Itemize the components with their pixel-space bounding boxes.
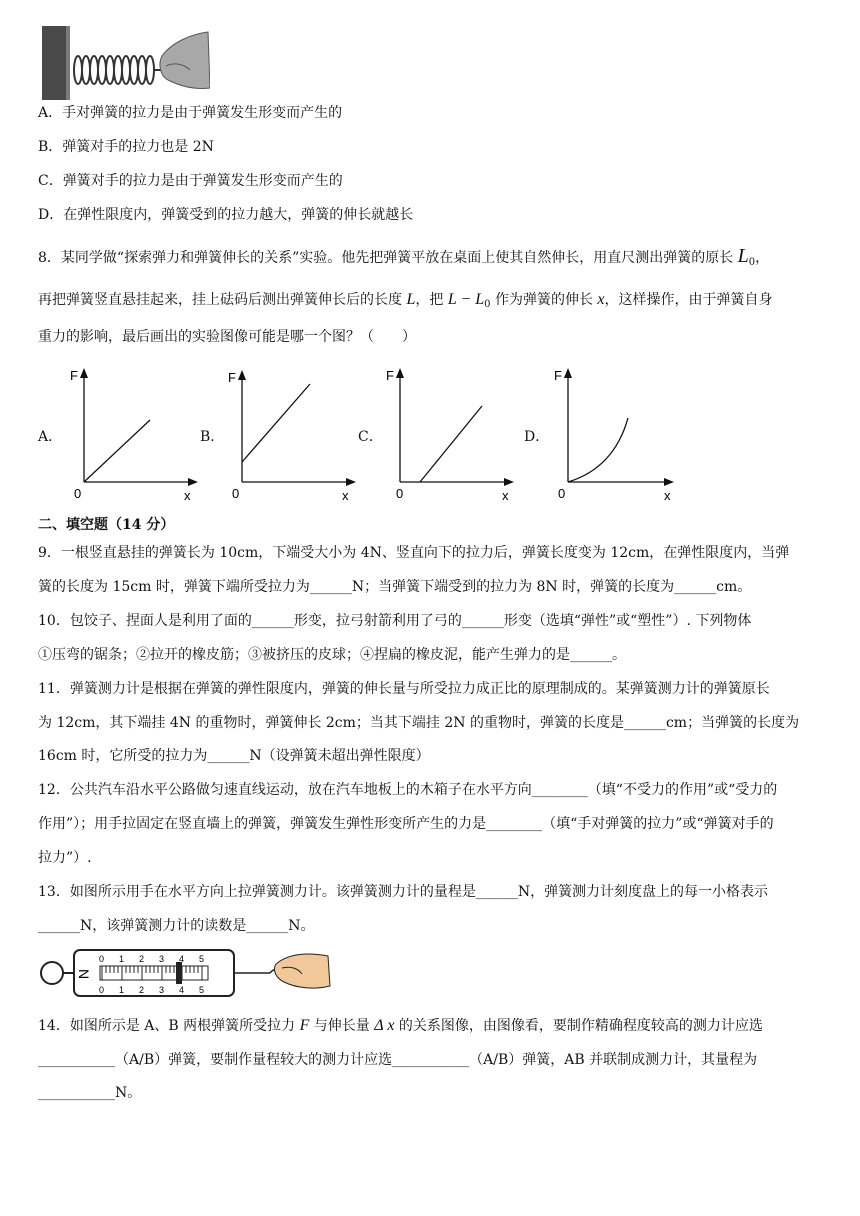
q9-line-2: 簧的长度为 15cm 时，弹簧下端所受拉力为______N；当弹簧下端受到的拉力为 8N 时，弹簧的长度为______cm。 — [38, 579, 752, 595]
origin-label: 0 — [74, 486, 82, 501]
q10-line-2: ①压弯的锯条；②拉开的橡皮筋；③被挤压的皮球；④捏扁的橡皮泥，能产生弹力的是______。 — [38, 647, 626, 663]
y-axis-arrow — [564, 368, 572, 378]
curve — [242, 384, 310, 462]
svg-text:0: 0 — [99, 985, 105, 995]
svg-text:4: 4 — [179, 954, 185, 964]
graph-b — [228, 364, 358, 504]
spring-scale-illustration — [38, 944, 332, 1002]
q13-line-2: ______N，该弹簧测力计的读数是______N。 — [38, 918, 315, 934]
x-label: x — [502, 488, 509, 503]
curve — [420, 406, 482, 482]
y-axis-arrow — [80, 368, 88, 378]
graph-c-label: C． — [358, 429, 383, 445]
q12-line-1: 12．公共汽车沿水平公路做匀速直线运动，放在汽车地板上的木箱子在水平方向________（填“不受力的作用”或“受力的 — [38, 782, 778, 798]
svg-text:2: 2 — [139, 985, 145, 995]
q14-line-3: ___________N。 — [38, 1085, 142, 1101]
y-axis-arrow — [396, 368, 404, 378]
q11-line-3: 16cm 时，它所受的拉力为______N（设弹簧未超出弹性限度） — [38, 748, 430, 764]
origin-label: 0 — [232, 486, 240, 501]
graph-a-label: A． — [38, 429, 63, 445]
x-label: x — [184, 488, 191, 503]
wall — [42, 26, 66, 100]
curve — [84, 420, 150, 482]
q7-option-d: D．在弹性限度内，弹簧受到的拉力越大，弹簧的伸长就越长 — [38, 207, 414, 223]
spring-coils — [74, 56, 166, 84]
x-axis-arrow — [346, 478, 356, 486]
svg-text:3: 3 — [159, 985, 165, 995]
graph-a — [70, 364, 200, 504]
svg-text:1: 1 — [119, 954, 125, 964]
q13-line-1: 13．如图所示用手在水平方向上拉弹簧测力计。该弹簧测力计的量程是______N，弹簧测力计刻度盘上的每一小格表示 — [38, 884, 769, 900]
svg-text:5: 5 — [199, 954, 205, 964]
svg-text:3: 3 — [159, 954, 165, 964]
y-label: F — [386, 368, 394, 383]
y-label: F — [70, 368, 78, 383]
graph-d-label: D． — [524, 429, 550, 445]
q11-line-2: 为 12cm，其下端挂 4N 的重物时，弹簧伸长 2cm；当其下端挂 2N 的重物时，弹簧的长度是______cm；当弹簧的长度为 — [38, 715, 800, 731]
section-2-heading: 二、填空题（14 分） — [38, 517, 175, 533]
q11-line-1: 11．弹簧测力计是根据在弹簧的弹性限度内，弹簧的伸长量与所受拉力成正比的原理制成的。某弹簧测力计的弹簧原长 — [38, 681, 770, 697]
graph-c — [386, 364, 516, 504]
graph-b-label: B． — [200, 429, 225, 445]
y-label: F — [554, 368, 562, 383]
q9-line-1: 9．一根竖直悬挂的弹簧长为 10cm，下端受大小为 4N、竖直向下的拉力后，弹簧长度变为 12cm，在弹性限度内，当弹 — [38, 545, 790, 561]
x-axis-arrow — [664, 478, 674, 486]
q7-option-a: A．手对弹簧的拉力是由于弹簧发生形变而产生的 — [38, 105, 343, 121]
q10-line-1: 10．包饺子、捏面人是利用了面的______形变，拉弓射箭利用了弓的______形变（选填“弹性”或“塑性”）. 下列物体 — [38, 613, 752, 629]
hand — [274, 954, 330, 988]
q14-line-1: 14．如图所示是 A、B 两根弹簧所受拉力 F 与伸长量 Δ x 的关系图像，由图像看，要制作精确程度较高的测力计应选 — [38, 1017, 763, 1034]
x-label: x — [664, 488, 671, 503]
q8-line-1: 8．某同学做“探索弹力和弹簧伸长的关系”实验。他先把弹簧平放在桌面上使其自然伸长，用直尺测出弹簧的原长 $L_0$， — [38, 245, 770, 268]
unit-label: N — [76, 969, 92, 980]
q12-line-3: 拉力”）. — [38, 850, 92, 866]
x-label: x — [342, 488, 349, 503]
q14-line-2: ___________（A/B）弹簧，要制作量程较大的测力计应选___________（A/B）弹簧，AB 并联制成测力计，其量程为 — [38, 1052, 758, 1068]
x-axis-arrow — [504, 478, 514, 486]
origin-label: 0 — [558, 486, 566, 501]
q7-option-b: B．弹簧对手的拉力也是 2N — [38, 139, 214, 155]
y-label: F — [228, 370, 236, 385]
graph-d — [552, 364, 682, 504]
svg-text:0: 0 — [99, 954, 105, 964]
svg-text:2: 2 — [139, 954, 145, 964]
svg-text:5: 5 — [199, 985, 205, 995]
y-axis-arrow — [238, 370, 246, 380]
pointer — [176, 962, 182, 984]
svg-text:4: 4 — [179, 985, 185, 995]
curve — [568, 418, 628, 482]
q12-line-2: 作用”）；用手拉固定在竖直墙上的弹簧，弹簧发生弹性形变所产生的力是________（填“手对弹簧的拉力”或“弹簧对手的 — [38, 816, 774, 832]
origin-label: 0 — [396, 486, 404, 501]
hand — [160, 32, 210, 89]
q8-line-2: 再把弹簧竖直悬挂起来，挂上砝码后测出弹簧伸长后的长度 L，把 $L - L_0$ 作为弹簧的伸长 x，这样操作，由于弹簧自身 — [38, 291, 773, 310]
q8-line-3: 重力的影响，最后画出的实验图像可能是哪一个图？（ ） — [38, 329, 416, 345]
svg-text:1: 1 — [119, 985, 125, 995]
x-axis-arrow — [188, 478, 198, 486]
spring-hand-illustration — [42, 26, 210, 100]
q7-option-c: C．弹簧对手的拉力是由于弹簧发生形变而产生的 — [38, 173, 343, 189]
ring — [41, 962, 63, 984]
